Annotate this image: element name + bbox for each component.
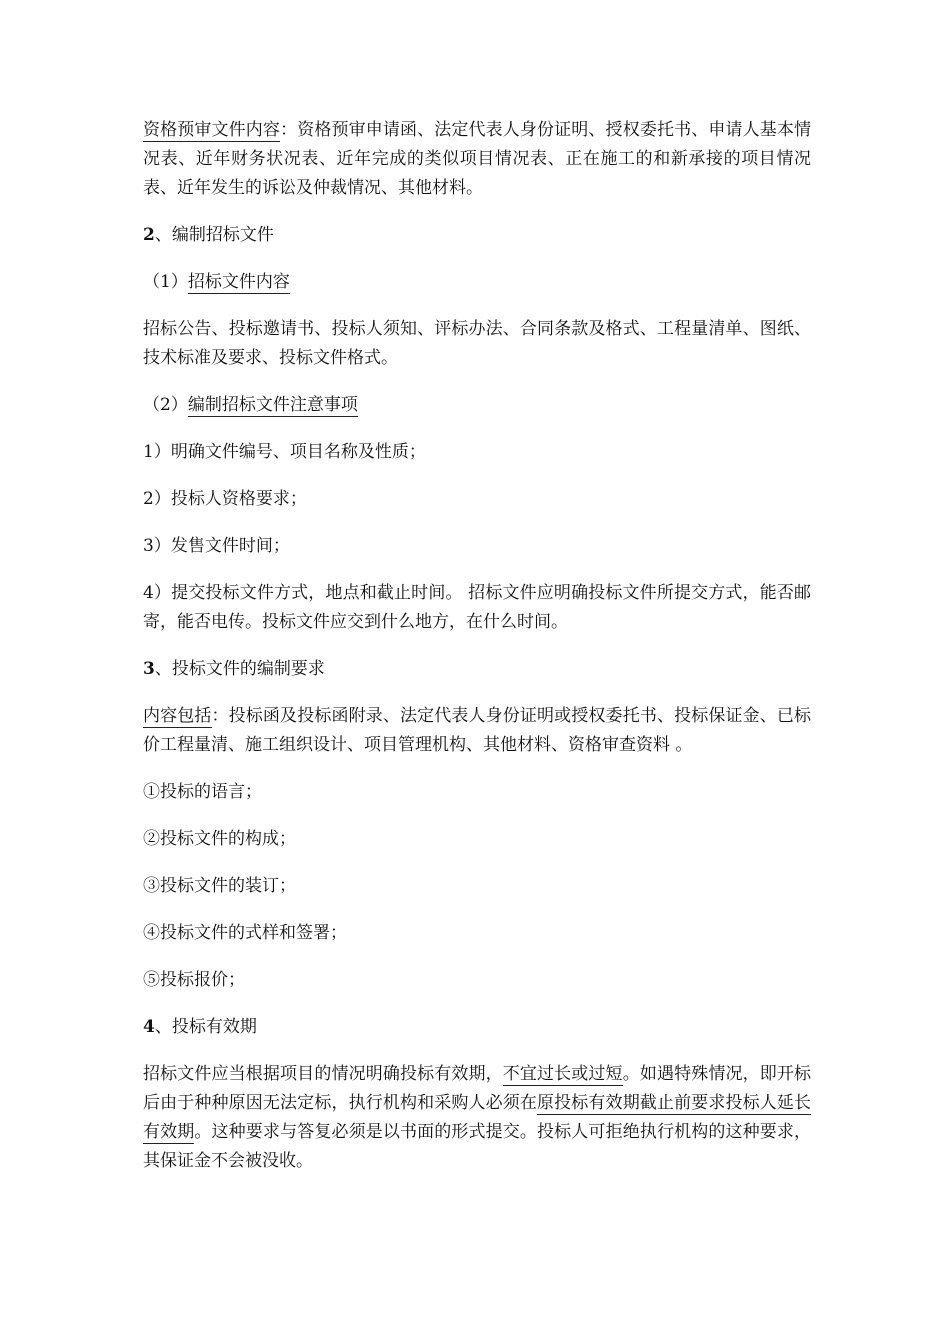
prequal-content-paragraph	[143, 116, 811, 203]
bid-content-text: ：投标函及投标函附录、法定代表人身份证明或授权委托书、投标保证金、已标价工程量清、施工组织设计、项目管理机构、其他材料、资格审查资料 。	[143, 706, 812, 755]
validity-underline-1: 不宜过长或过短	[502, 1064, 623, 1084]
subsection-2-2-title: 编制招标文件注意事项	[187, 395, 358, 415]
prequal-lead: 资格预审文件内容	[143, 120, 281, 140]
list-item: 1）明确文件编号、项目名称及性质；	[143, 442, 426, 462]
section-3-number: 3	[143, 659, 155, 679]
bid-content-paragraph	[143, 702, 811, 760]
validity-text-3: 。这种要求与答复必须是以书面的形式提交。投标人可拒绝执行机构的这种要求，其保证金不会被没收。	[143, 1122, 812, 1171]
subsection-2-1-title: 招标文件内容	[187, 272, 290, 292]
validity-paragraph	[143, 1060, 811, 1176]
subsection-2-1-heading	[143, 268, 811, 297]
list-item: ①投标的语言；	[143, 782, 262, 802]
prequal-text: ：资格预审申请函、法定代表人身份证明、授权委托书、申请人基本情况表、近年财务状况表、近年完成的类似项目情况表、正在施工的和新承接的项目情况表、近年发生的诉讼及仲裁情况、其他材料。	[143, 120, 812, 198]
list-item: 4）提交投标文件方式，地点和截止时间。 招标文件应明确投标文件所提交方式，能否邮寄，能否电传。投标文件应交到什么地方，在什么时间。	[143, 583, 811, 632]
list-item: ⑤投标报价；	[143, 970, 245, 990]
list-item: 3）发售文件时间；	[143, 536, 290, 556]
section-3-heading	[143, 655, 811, 684]
subsection-2-2-heading	[143, 391, 811, 420]
subsection-2-2-prefix: （2）	[143, 395, 188, 415]
list-item: ④投标文件的式样和签署；	[143, 923, 347, 943]
section-4-title: 、投标有效期	[154, 1017, 257, 1037]
section-2-heading	[143, 221, 811, 250]
section-2-number: 2	[143, 225, 155, 245]
section-4-number: 4	[143, 1017, 155, 1037]
subsection-2-1-prefix: （1）	[143, 272, 188, 292]
validity-underline-2: 原投标有效期截止前要求投标人延长有效期	[143, 1093, 812, 1142]
bid-content-lead: 内容包括	[143, 706, 212, 726]
validity-text-2: 。如遇特殊情况，即开标后由于种种原因无法定标，执行机构和采购人必须在	[143, 1064, 812, 1113]
section-4-heading	[143, 1013, 811, 1042]
section-2-title: 、编制招标文件	[154, 225, 274, 245]
list-item: ②投标文件的构成；	[143, 829, 296, 849]
list-item: 2）投标人资格要求；	[143, 489, 307, 509]
tender-content-paragraph: 招标公告、投标邀请书、投标人须知、评标办法、合同条款及格式、工程量清单、图纸、技术标准及要求、投标文件格式。	[143, 319, 811, 368]
validity-text-1: 招标文件应当根据项目的情况明确投标有效期，	[143, 1064, 503, 1084]
section-3-title: 、投标文件的编制要求	[154, 659, 325, 679]
document-body	[143, 116, 811, 1194]
list-item: ③投标文件的装订；	[143, 876, 296, 896]
